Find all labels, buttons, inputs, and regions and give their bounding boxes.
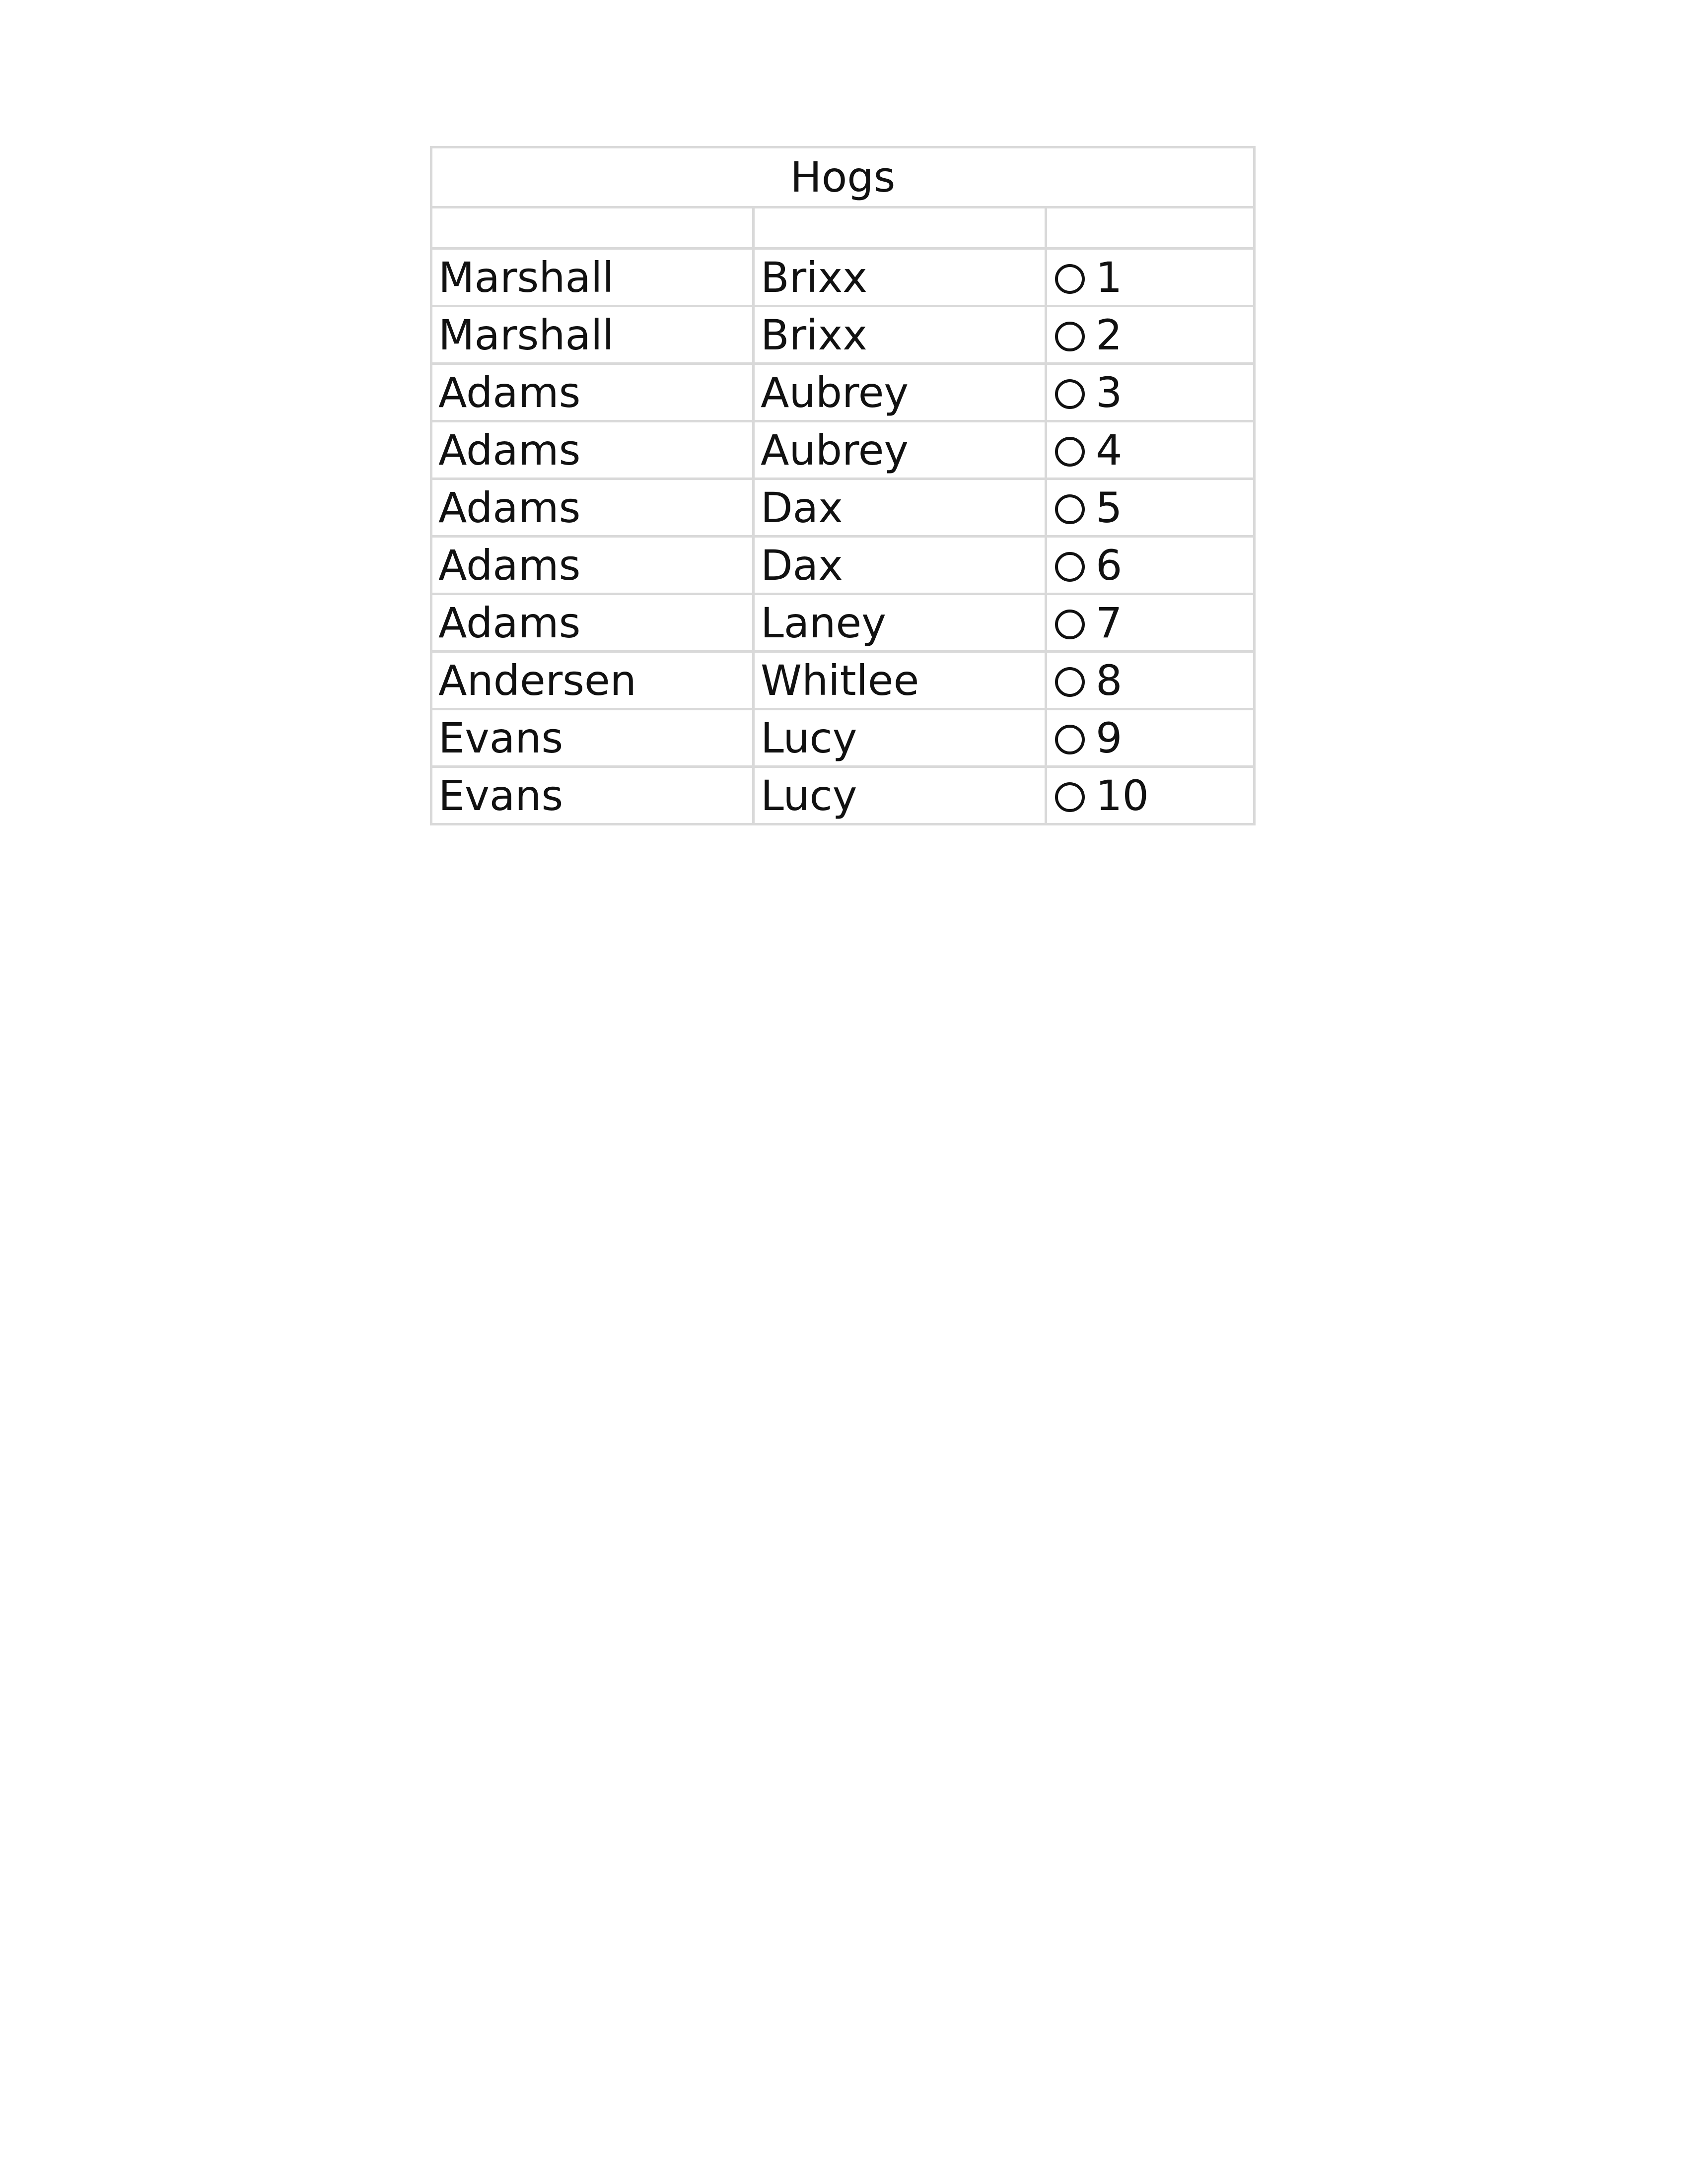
entry-number: 1 (1096, 253, 1123, 302)
circle-outline-icon[interactable] (1055, 667, 1085, 697)
blank-cell (754, 207, 1046, 249)
first-name-cell: Laney (754, 594, 1046, 652)
entry-number: 8 (1096, 656, 1123, 705)
circle-outline-icon[interactable] (1055, 610, 1085, 639)
table-row (431, 249, 1255, 306)
last-name-cell: Marshall (431, 306, 754, 364)
entry-number: 9 (1096, 713, 1123, 762)
number-cell (1046, 652, 1255, 709)
first-name-cell: Lucy (754, 767, 1046, 824)
number-cell (1046, 709, 1255, 767)
first-name-cell: Whitlee (754, 652, 1046, 709)
number-cell (1046, 537, 1255, 594)
first-name-cell: Brixx (754, 306, 1046, 364)
last-name-cell: Adams (431, 479, 754, 537)
table-row (431, 709, 1255, 767)
last-name-cell: Evans (431, 709, 754, 767)
number-cell (1046, 594, 1255, 652)
table-row (431, 306, 1255, 364)
last-name-cell: Adams (431, 594, 754, 652)
circle-outline-icon[interactable] (1055, 437, 1085, 467)
last-name-cell: Evans (431, 767, 754, 824)
number-cell (1046, 306, 1255, 364)
circle-outline-icon[interactable] (1055, 264, 1085, 294)
number-cell (1046, 249, 1255, 306)
table-row (431, 767, 1255, 824)
circle-outline-icon[interactable] (1055, 725, 1085, 754)
first-name-cell: Aubrey (754, 421, 1046, 479)
circle-outline-icon[interactable] (1055, 494, 1085, 524)
circle-outline-icon[interactable] (1055, 552, 1085, 582)
number-cell (1046, 421, 1255, 479)
first-name-cell: Dax (754, 537, 1046, 594)
last-name-cell: Adams (431, 537, 754, 594)
number-cell (1046, 767, 1255, 824)
table-row (431, 479, 1255, 537)
first-name-cell: Brixx (754, 249, 1046, 306)
circle-outline-icon[interactable] (1055, 322, 1085, 351)
last-name-cell: Marshall (431, 249, 754, 306)
last-name-cell: Adams (431, 364, 754, 421)
blank-row (431, 207, 1255, 249)
table-row (431, 537, 1255, 594)
blank-cell (431, 207, 754, 249)
first-name-cell: Aubrey (754, 364, 1046, 421)
entry-number: 2 (1096, 310, 1123, 359)
table-row (431, 364, 1255, 421)
entry-number: 3 (1096, 368, 1123, 417)
entry-number: 5 (1096, 483, 1123, 532)
first-name-cell: Dax (754, 479, 1046, 537)
roster-table (430, 146, 1256, 825)
number-cell (1046, 364, 1255, 421)
blank-cell (1046, 207, 1255, 249)
last-name-cell: Adams (431, 421, 754, 479)
entry-number: 10 (1096, 771, 1149, 820)
table-row (431, 421, 1255, 479)
table-row (431, 594, 1255, 652)
title-row (431, 147, 1255, 207)
table-row (431, 652, 1255, 709)
last-name-cell: Andersen (431, 652, 754, 709)
entry-number: 6 (1096, 541, 1123, 590)
first-name-cell: Lucy (754, 709, 1046, 767)
number-cell (1046, 479, 1255, 537)
circle-outline-icon[interactable] (1055, 782, 1085, 812)
entry-number: 7 (1096, 598, 1123, 647)
entry-number: 4 (1096, 425, 1123, 475)
circle-outline-icon[interactable] (1055, 379, 1085, 409)
table-title: Hogs (431, 147, 1255, 207)
